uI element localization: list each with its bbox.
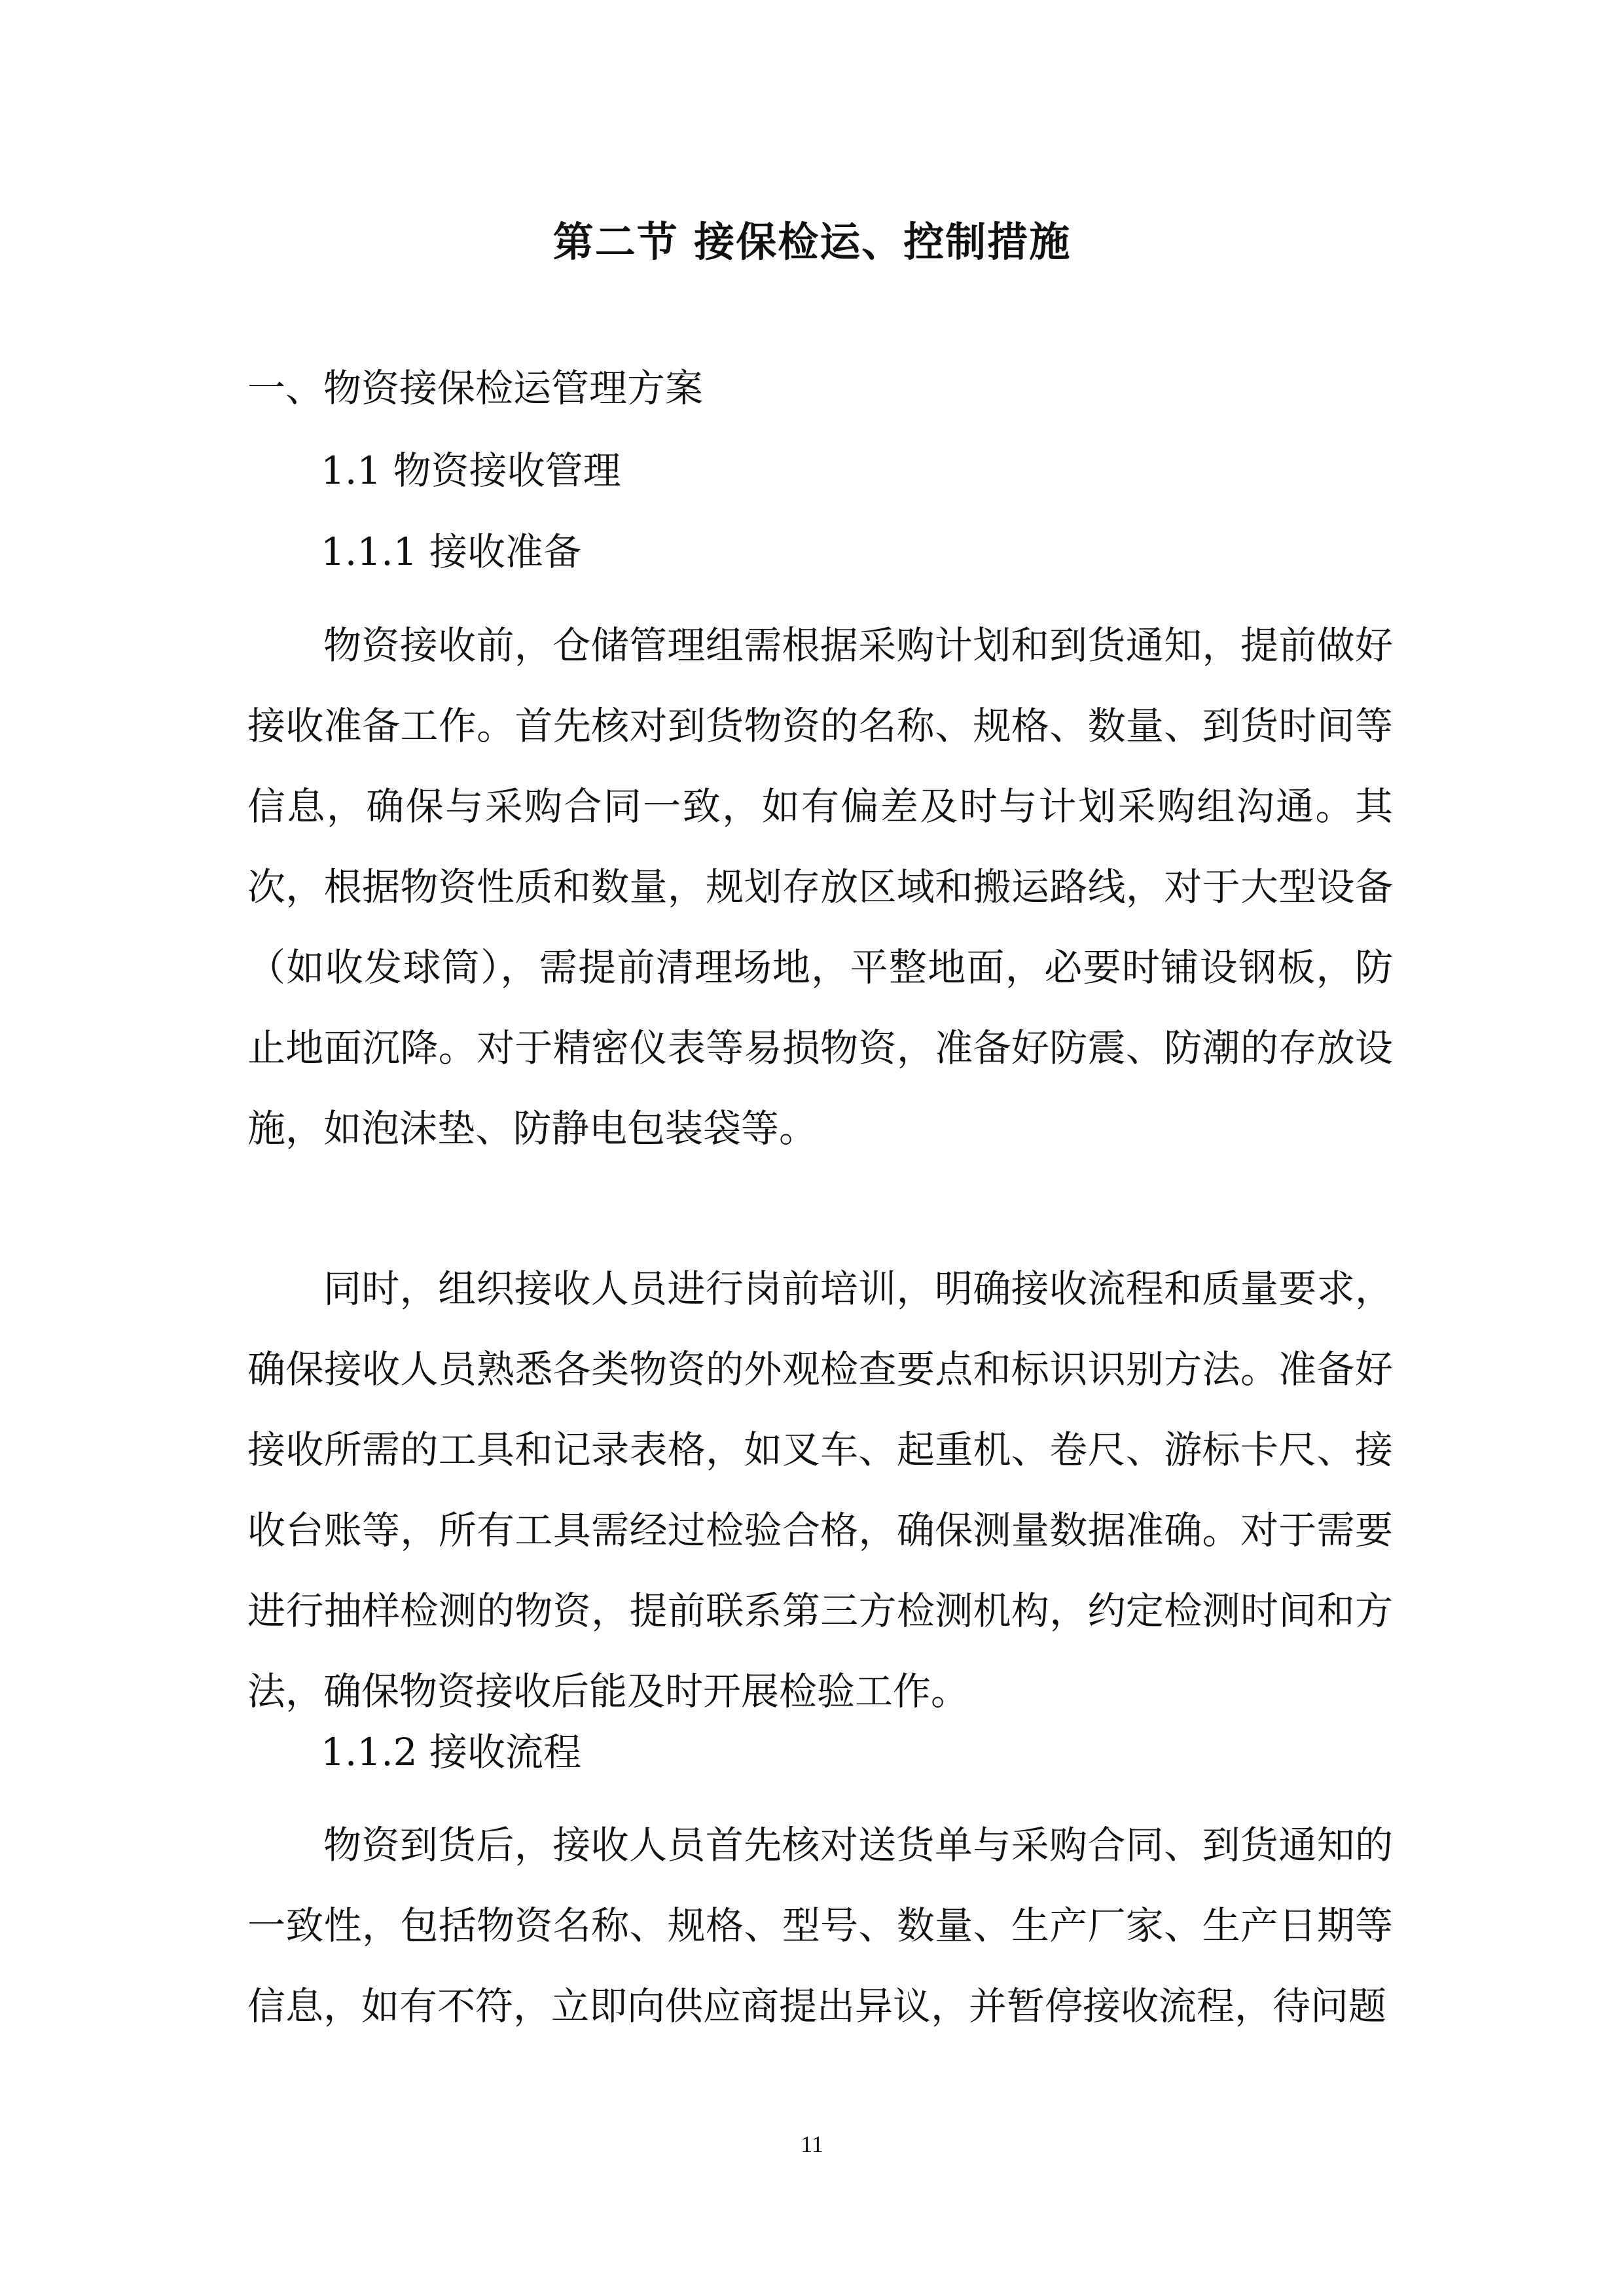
page-title: 第二节 接保检运、控制措施	[552, 218, 1072, 266]
section-heading-1-1-2: 1.1.2 接收流程	[321, 1730, 582, 1774]
section-heading-1: 一、物资接保检运管理方案	[247, 366, 704, 410]
paragraph-reception-process: 物资到货后，接收人员首先核对送货单与采购合同、到货通知的一致性，包括物资名称、规格、型号、数量、生产厂家、生产日期等信息，如有不符，立即向供应商提出异议，并暂停接收流程，待问题	[247, 1823, 1393, 2028]
paragraph-training-tools: 同时，组织接收人员进行岗前培训，明确接收流程和质量要求，确保接收人员熟悉各类物资的外观检查要点和标识识别方法。准备好接收所需的工具和记录表格，如叉车、起重机、卷尺、游标卡尺、接收台账等，所有工具需经过检验合格，确保测量数据准确。对于需要进行抽样检测的物资，提前联系第三方检测机构，约定检测时间和方法，确保物资接收后能及时开展检验工作。	[247, 1266, 1393, 1713]
section-heading-1-1-1: 1.1.1 接收准备	[321, 529, 582, 574]
section-heading-1-1: 1.1 物资接收管理	[321, 448, 621, 493]
page-number: 11	[801, 2131, 823, 2157]
paragraph-reception-preparation: 物资接收前，仓储管理组需根据采购计划和到货通知，提前做好接收准备工作。首先核对到货物资的名称、规格、数量、到货时间等信息，确保与采购合同一致，如有偏差及时与计划采购组沟通。其次，根据物资性质和数量，规划存放区域和搬运路线，对于大型设备（如收发球筒），需提前清理场地，平整地面，必要时铺设钢板，防止地面沉降。对于精密仪表等易损物资，准备好防震、防潮的存放设施，如泡沫垫、防静电包装袋等。	[247, 623, 1393, 1151]
